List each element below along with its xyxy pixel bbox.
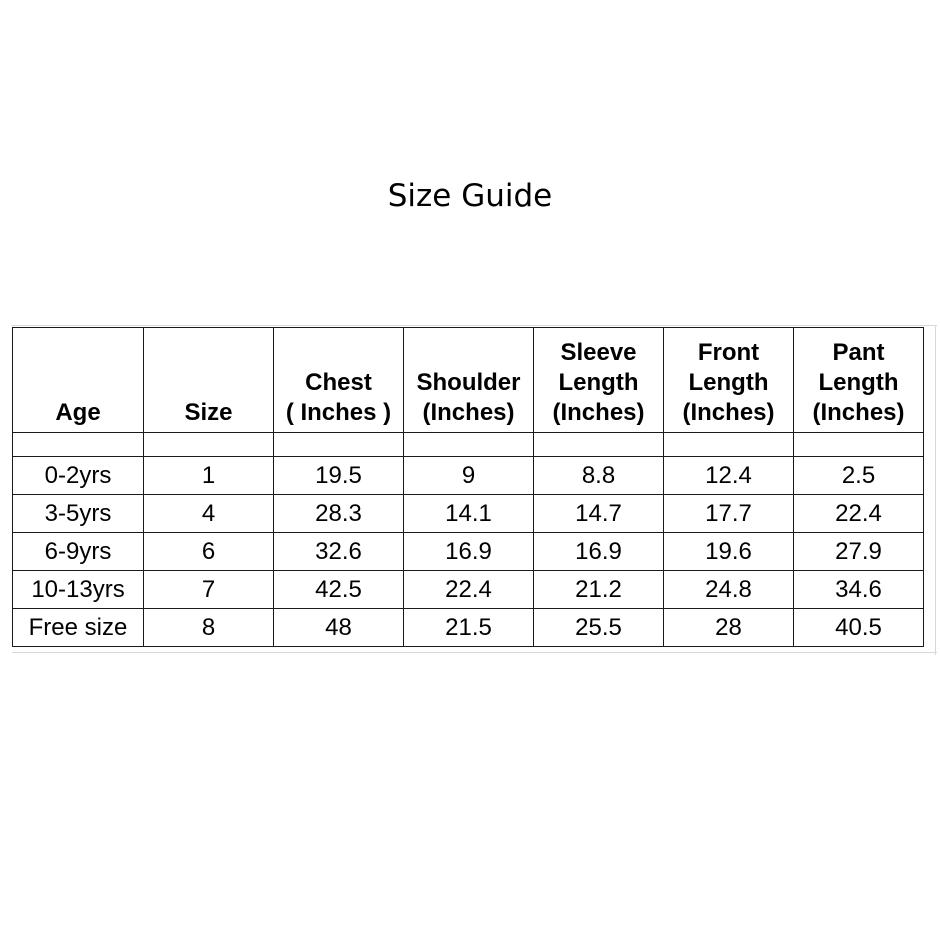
spacer-cell	[404, 433, 534, 457]
cell-sleeve-length: 25.5	[534, 609, 664, 647]
spacer-cell	[664, 433, 794, 457]
table-row	[13, 457, 924, 495]
cell-chest: 42.5	[274, 571, 404, 609]
table-row	[13, 533, 924, 571]
header-chest-line-2: ( Inches )	[285, 399, 392, 426]
grid-rule-right	[935, 325, 936, 655]
cell-front-length: 19.6	[664, 533, 794, 571]
spacer-cell	[13, 433, 144, 457]
cell-size: 6	[144, 533, 274, 571]
header-row	[13, 328, 924, 433]
cell-chest: 19.5	[274, 457, 404, 495]
header-size-line-1: Size	[184, 399, 233, 426]
cell-age: 0-2yrs	[13, 457, 144, 495]
cell-sleeve-length: 8.8	[534, 457, 664, 495]
header-shoulder-line-2: (Inches)	[422, 399, 515, 426]
cell-pant-length: 2.5	[794, 457, 924, 495]
header-shoulder	[404, 328, 534, 433]
cell-sleeve-length: 14.7	[534, 495, 664, 533]
cell-front-length: 17.7	[664, 495, 794, 533]
header-sleeve-length	[534, 328, 664, 433]
table-row	[13, 609, 924, 647]
cell-pant-length: 40.5	[794, 609, 924, 647]
spacer-cell	[144, 433, 274, 457]
header-sleeve-line-1: Sleeve	[560, 339, 637, 366]
header-front-line-2: Length	[688, 369, 769, 396]
header-shoulder-line-1: Shoulder	[416, 369, 521, 396]
header-age-line-1: Age	[55, 399, 101, 426]
page-title: Size Guide	[387, 178, 553, 214]
spacer-cell	[274, 433, 404, 457]
cell-shoulder: 14.1	[404, 495, 534, 533]
spacer-cell	[534, 433, 664, 457]
cell-sleeve-length: 16.9	[534, 533, 664, 571]
cell-age: 10-13yrs	[13, 571, 144, 609]
header-front-line-3: (Inches)	[682, 399, 775, 426]
header-front-line-1: Front	[697, 339, 760, 366]
header-age	[13, 328, 144, 433]
header-chest	[274, 328, 404, 433]
header-pant-length	[794, 328, 924, 433]
header-chest-line-1: Chest	[305, 369, 372, 396]
cell-sleeve-length: 21.2	[534, 571, 664, 609]
table-row	[13, 571, 924, 609]
cell-age: 3-5yrs	[13, 495, 144, 533]
header-pant-line-3: (Inches)	[812, 399, 905, 426]
header-size	[144, 328, 274, 433]
spacer-row	[13, 433, 924, 457]
size-guide-table	[12, 327, 924, 647]
header-front-length	[664, 328, 794, 433]
cell-shoulder: 21.5	[404, 609, 534, 647]
header-sleeve-line-2: Length	[558, 369, 639, 396]
cell-age: Free size	[13, 609, 144, 647]
cell-shoulder: 9	[404, 457, 534, 495]
cell-age: 6-9yrs	[13, 533, 144, 571]
cell-chest: 48	[274, 609, 404, 647]
spacer-cell	[794, 433, 924, 457]
header-pant-line-2: Length	[818, 369, 899, 396]
cell-chest: 28.3	[274, 495, 404, 533]
grid-rule-top	[12, 325, 937, 326]
cell-shoulder: 16.9	[404, 533, 534, 571]
table-row	[13, 495, 924, 533]
grid-rule-bottom	[12, 652, 937, 653]
cell-size: 7	[144, 571, 274, 609]
cell-chest: 32.6	[274, 533, 404, 571]
cell-pant-length: 27.9	[794, 533, 924, 571]
cell-size: 4	[144, 495, 274, 533]
cell-size: 8	[144, 609, 274, 647]
cell-size: 1	[144, 457, 274, 495]
cell-front-length: 24.8	[664, 571, 794, 609]
cell-front-length: 28	[664, 609, 794, 647]
cell-pant-length: 22.4	[794, 495, 924, 533]
cell-pant-length: 34.6	[794, 571, 924, 609]
header-pant-line-1: Pant	[832, 339, 885, 366]
cell-shoulder: 22.4	[404, 571, 534, 609]
cell-front-length: 12.4	[664, 457, 794, 495]
header-sleeve-line-3: (Inches)	[552, 399, 645, 426]
